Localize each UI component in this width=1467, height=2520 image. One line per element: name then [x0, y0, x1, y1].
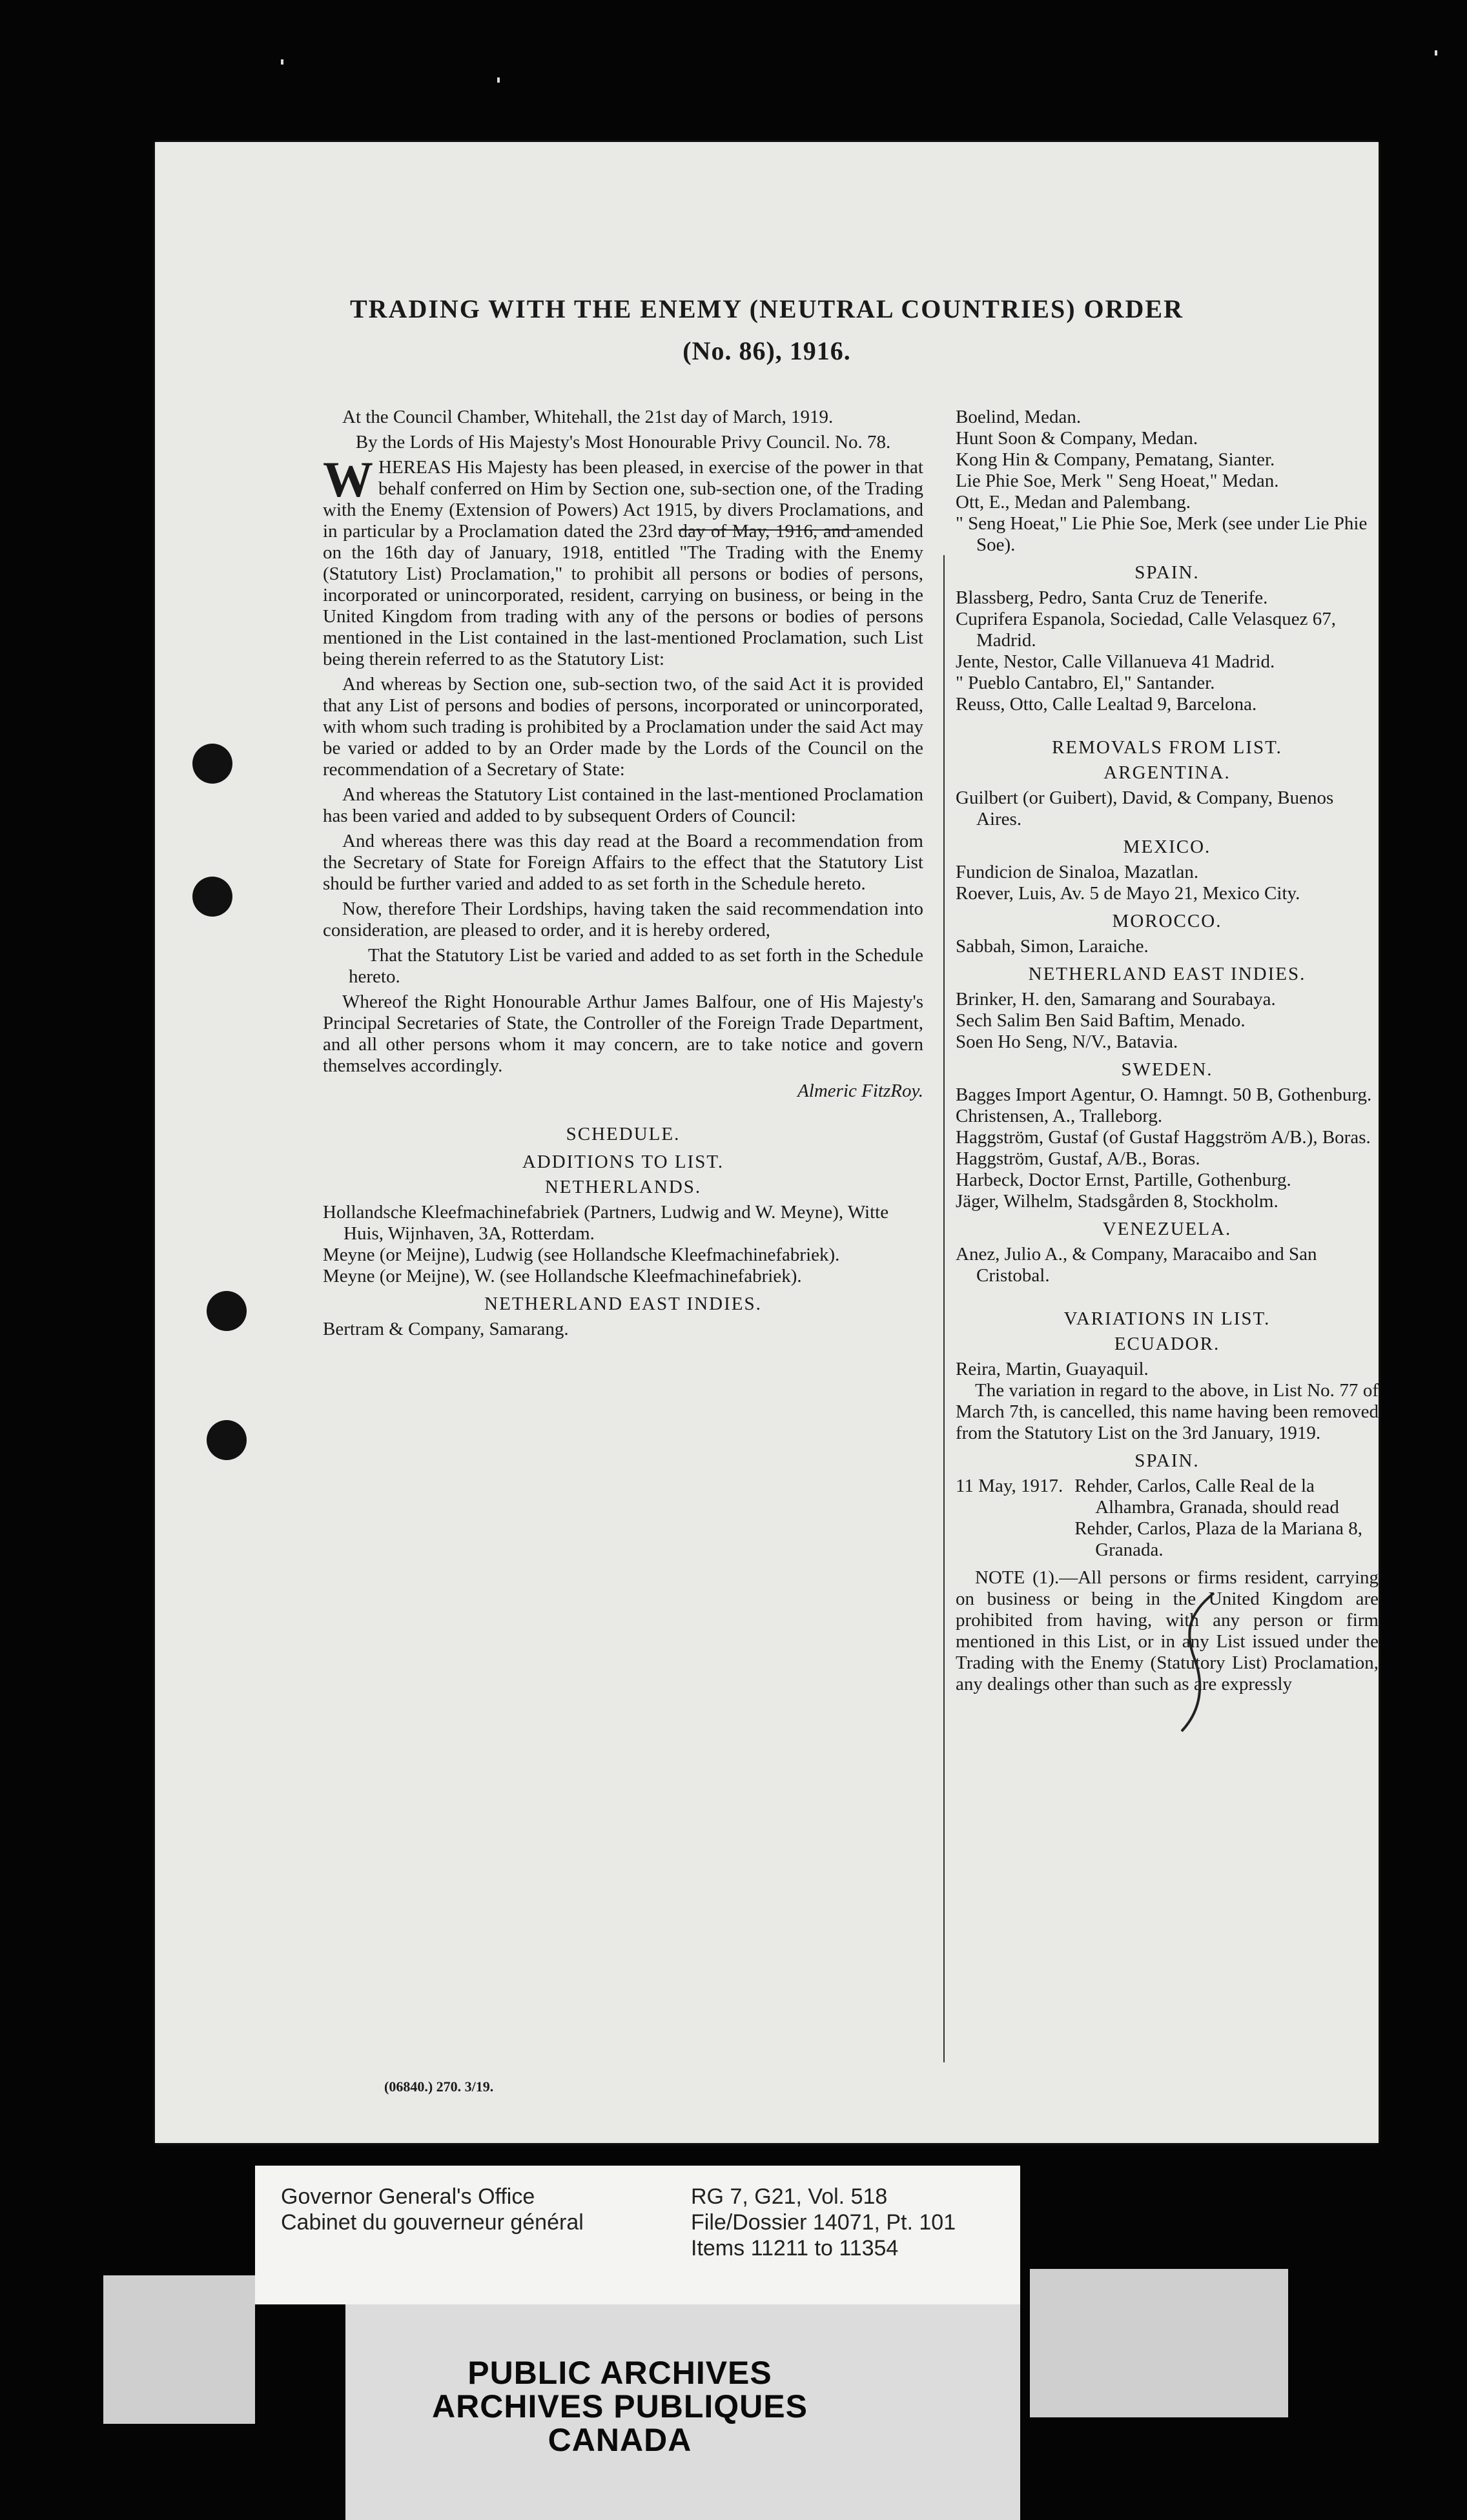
ecuador-heading: ECUADOR. [1114, 1334, 1220, 1354]
list-entry: Haggström, Gustaf (of Gustaf Haggström A/B.), Boras. [956, 1127, 1371, 1148]
list-entry: Cuprifera Espanola, Sociedad, Calle Velasquez 67, Madrid. [956, 609, 1336, 651]
therefore-paragraph: Now, therefore Their Lordships, having taken the said recommendation into consideration, are pleased to order, and it is hereby ordered, [323, 899, 923, 940]
mexico-heading: MEXICO. [1123, 837, 1211, 857]
drop-cap: W [323, 451, 373, 507]
list-entry: " Seng Hoeat," Lie Phie Soe, Merk (see under Lie Phie Soe). [956, 513, 1368, 555]
signature: Almeric FitzRoy. [797, 1081, 923, 1101]
document-subtitle: (No. 86), 1916. [682, 336, 851, 365]
list-entry: Sabbah, Simon, Laraiche. [956, 936, 1149, 957]
sweden-heading: SWEDEN. [1121, 1059, 1213, 1080]
variation-body [1074, 1476, 1379, 1561]
list-entry: Sech Salim Ben Said Baftim, Menado. [956, 1010, 1246, 1031]
list-entry: Jäger, Wilhelm, Stadsgården 8, Stockholm. [956, 1191, 1278, 1212]
film-speck [1435, 50, 1437, 56]
public-archives-stamp: PUBLIC ARCHIVES ARCHIVES PUBLIQUES CANADA [432, 2355, 808, 2458]
list-entry: Meyne (or Meijne), W. (see Hollandsche Kleefmachinefabriek). [323, 1266, 802, 1286]
list-entry: Roever, Luis, Av. 5 de Mayo 21, Mexico City. [956, 883, 1300, 904]
whereas-paragraph-1: WHEREAS His Majesty has been pleased, in exercise of the power in that behalf conferred on Him by Section one, sub-section one, of the Trading with the Enemy (Extension of Powers) Act 1915, by divers Proclamations, and in particular by a Proclamation dated the 23rd day of May, 1916, and amended on the 16th day of January, 1918, entitled "The Trading with the Enemy (Statutory List) Proclamation," to prohibit all persons or bodies of persons, incorporated or unincorporated, resident, carrying on business, or being in the United Kingdom from trading with any of the persons or bodies of persons mentioned in the List contained in the last-mentioned Proclamation, such List being therein referred to as the Statutory List: [323, 451, 923, 669]
list-entry: Kong Hin & Company, Pematang, Sianter. [956, 449, 1275, 470]
note-paragraph: NOTE (1).—All persons or firms resident, carrying on business or being in the United Kingdom are prohibited from having, with any person or firm mentioned in this List, or in any List issued under the Trading with the Enemy (Statutory List) Proclamation, any dealings other than such as are expressly [956, 1567, 1379, 1694]
label-office: Governor General's Office Cabinet du gouverneur général [281, 2184, 584, 2235]
list-entry: Brinker, H. den, Samarang and Sourabaya. [956, 989, 1276, 1010]
list-entry: Bertram & Company, Samarang. [323, 1319, 569, 1339]
spain-heading: SPAIN. [1134, 562, 1200, 583]
removals-heading: REMOVALS FROM LIST. [1052, 737, 1282, 758]
list-entry: Ott, E., Medan and Palembang. [956, 492, 1191, 513]
binder-hole [192, 877, 232, 917]
list-entry: Boelind, Medan. [956, 407, 1082, 427]
venezuela-heading: VENEZUELA. [1102, 1219, 1232, 1239]
list-entry: Fundicion de Sinaloa, Mazatlan. [956, 862, 1199, 882]
morocco-heading: MOROCCO. [1112, 911, 1222, 931]
list-entry: Lie Phie Soe, Merk " Seng Hoeat," Medan. [956, 471, 1279, 491]
variation-corrected: Rehder, Carlos, Plaza de la Mariana 8, Granada. [1074, 1518, 1362, 1560]
document-title: TRADING WITH THE ENEMY (NEUTRAL COUNTRIES) ORDER [350, 294, 1184, 323]
intro-council: By the Lords of His Majesty's Most Honourable Privy Council. No. 78. [355, 432, 891, 452]
order-paragraph: That the Statutory List be varied and added to as set forth in the Schedule hereto. [349, 945, 923, 987]
spain-variation-heading: SPAIN. [1134, 1450, 1200, 1471]
film-speck [281, 59, 283, 65]
left-column [323, 407, 923, 1340]
list-entry: Soen Ho Seng, N/V., Batavia. [956, 1031, 1178, 1052]
whereas-paragraph-3: And whereas the Statutory List contained in the last-mentioned Proclamation has been varied and added to by subsequent Orders of Council: [323, 784, 923, 826]
handwritten-bracket-mark [1169, 1588, 1227, 1736]
binder-hole [192, 744, 232, 784]
schedule-heading: SCHEDULE. [566, 1124, 681, 1144]
list-entry: Guilbert (or Guibert), David, & Company, Buenos Aires. [956, 788, 1334, 829]
list-entry: Reuss, Otto, Calle Lealtad 9, Barcelona. [956, 694, 1257, 715]
list-entry: Christensen, A., Tralleborg. [956, 1106, 1163, 1126]
list-entry: Hunt Soon & Company, Medan. [956, 428, 1198, 449]
list-entry: Bagges Import Agentur, O. Hamngt. 50 B, Gothenburg. [956, 1084, 1372, 1105]
archive-label-card [255, 2166, 1020, 2304]
intro-place-date: At the Council Chamber, Whitehall, the 21st day of March, 1919. [342, 407, 834, 427]
netherlands-heading: NETHERLANDS. [544, 1177, 702, 1197]
netherland-east-indies-heading: NETHERLAND EAST INDIES. [1028, 964, 1306, 984]
whereof-paragraph: Whereof the Right Honourable Arthur James Balfour, one of His Majesty's Principal Secretaries of State, the Controller of the Foreign Trade Department, and all other persons whom it may concern, are to take notice and govern themselves accordingly. [323, 991, 923, 1076]
whereas-paragraph-2: And whereas by Section one, sub-section two, of the said Act it is provided that any List of persons and bodies of persons, incorporated or unincorporated, with whom such trading is prohibited by a Proclamation under the said Act may be varied or added to by an Order made by the Lords of the Council on the recommendation of a Secretary of State: [323, 674, 923, 780]
binder-hole [207, 1291, 247, 1331]
label-reference: RG 7, G21, Vol. 518 File/Dossier 14071, Pt. 101 Items 11211 to 11354 [691, 2184, 956, 2261]
list-entry: Meyne (or Meijne), Ludwig (see Hollandsche Kleefmachinefabriek). [323, 1245, 840, 1265]
netherland-east-indies-heading: NETHERLAND EAST INDIES. [484, 1294, 762, 1314]
whereas-paragraph-4: And whereas there was this day read at the Board a recommendation from the Secretary of State for Foreign Affairs to the effect that the Statutory List should be further varied and added to as set forth in the Schedule hereto. [323, 831, 923, 894]
document-page [155, 142, 1379, 2143]
argentina-heading: ARGENTINA. [1103, 762, 1231, 783]
variations-heading: VARIATIONS IN LIST. [1063, 1308, 1271, 1329]
binder-hole [207, 1420, 247, 1460]
list-entry: Hollandsche Kleefmachinefabriek (Partners, Ludwig and W. Meyne), Witte Huis, Wijnhaven, 3A, Rotterdam. [323, 1202, 889, 1244]
print-code: (06840.) 270. 3/19. [384, 2078, 494, 2095]
list-entry: Blassberg, Pedro, Santa Cruz de Tenerife. [956, 587, 1268, 608]
list-entry: Jente, Nestor, Calle Villanueva 41 Madrid. [956, 651, 1275, 672]
list-entry: Reira, Martin, Guayaquil. [956, 1359, 1149, 1379]
list-entry: " Pueblo Cantabro, El," Santander. [956, 673, 1215, 693]
right-column [956, 407, 1379, 1699]
variation-original: Rehder, Carlos, Calle Real de la Alhambra, Granada, should read [1074, 1476, 1339, 1518]
list-entry: Haggström, Gustaf, A/B., Boras. [956, 1148, 1200, 1169]
additions-heading: ADDITIONS TO LIST. [522, 1152, 724, 1172]
list-entry: Anez, Julio A., & Company, Maracaibo and San Cristobal. [956, 1244, 1317, 1286]
spain-variation-entry [956, 1476, 1379, 1561]
list-entry: Harbeck, Doctor Ernst, Partille, Gothenburg. [956, 1170, 1291, 1190]
ecuador-variation-note: The variation in regard to the above, in List No. 77 of March 7th, is cancelled, this name having been removed from the Statutory List on the 3rd January, 1919. [956, 1380, 1379, 1443]
column-divider [943, 555, 945, 2062]
variation-date: 11 May, 1917. [956, 1476, 1063, 1496]
film-speck [497, 77, 500, 83]
